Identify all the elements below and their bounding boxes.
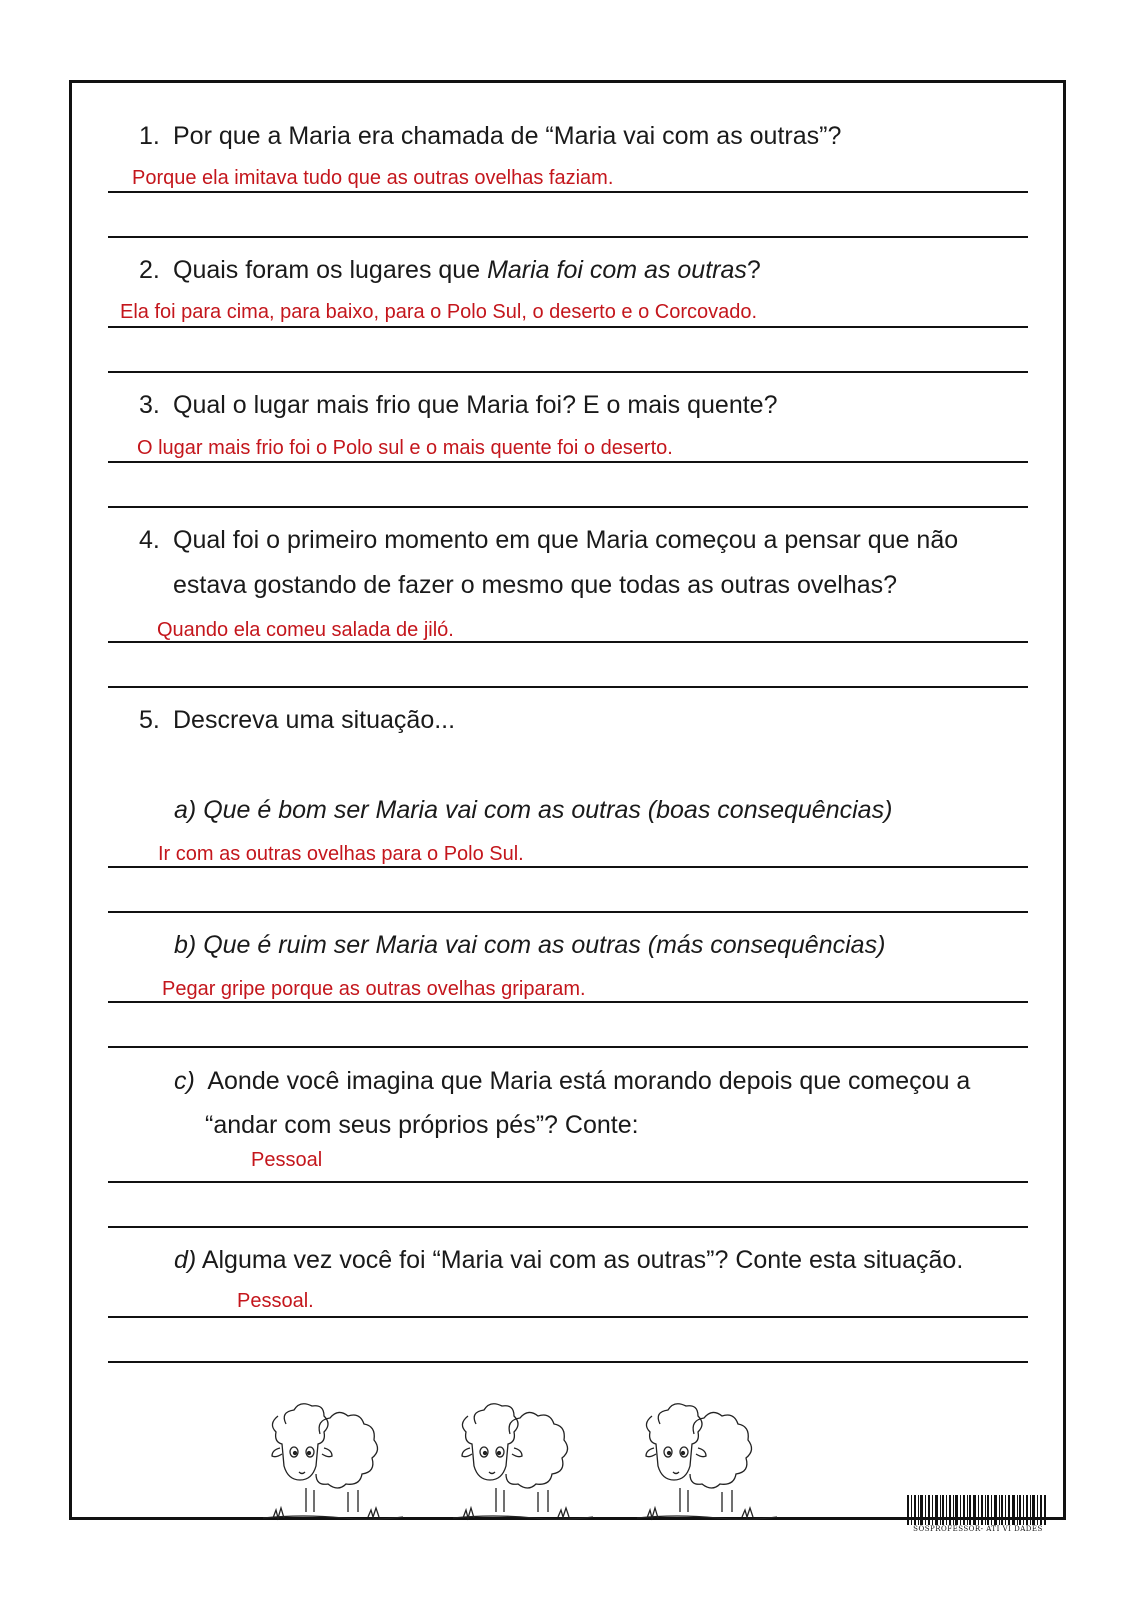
question-1-text: Por que a Maria era chamada de “Maria vai com as outras”? — [173, 122, 842, 150]
answer-line — [108, 191, 1028, 193]
answer-line — [108, 461, 1028, 463]
answer-line — [108, 1226, 1028, 1228]
answer-line — [108, 236, 1028, 238]
answer-1: Porque ela imitava tudo que as outras ovelhas faziam. — [132, 167, 614, 189]
question-1: 1. Por que a Maria era chamada de “Maria vai com as outras”? — [139, 122, 842, 150]
answer-5c: Pessoal — [251, 1149, 323, 1171]
question-4: 4. Qual foi o primeiro momento em que Maria começou a pensar que não — [139, 526, 959, 554]
subquestion-c: c) Aonde você imagina que Maria está morando depois que começou a — [174, 1067, 971, 1095]
answer-3: O lugar mais frio foi o Polo sul e o mais quente foi o deserto. — [137, 437, 673, 459]
sheep-icon — [448, 1396, 598, 1526]
answer-5d: Pessoal. — [237, 1290, 314, 1312]
answer-line — [108, 866, 1028, 868]
answer-line — [108, 1316, 1028, 1318]
question-4-line1: Qual foi o primeiro momento em que Maria começou a pensar que não — [173, 526, 959, 554]
subquestion-c-line2: “andar com seus próprios pés”? Conte: — [205, 1111, 639, 1139]
question-2: 2. Quais foram os lugares que Maria foi com as outras? — [139, 256, 761, 284]
question-3-text: Qual o lugar mais frio que Maria foi? E o mais quente? — [173, 391, 778, 419]
answer-line — [108, 686, 1028, 688]
answer-line — [108, 1361, 1028, 1363]
subquestion-d: d) Alguma vez você foi “Maria vai com as outras”? Conte esta situação. — [174, 1246, 964, 1274]
answer-5b: Pegar gripe porque as outras ovelhas griparam. — [162, 978, 586, 1000]
answer-5a: Ir com as outras ovelhas para o Polo Sul. — [158, 843, 524, 865]
answer-line — [108, 371, 1028, 373]
question-3: 3. Qual o lugar mais frio que Maria foi? E o mais quente? — [139, 391, 778, 419]
sheep-icon — [258, 1396, 408, 1526]
barcode-icon — [907, 1495, 1047, 1525]
answer-2: Ela foi para cima, para baixo, para o Polo Sul, o deserto e o Corcovado. — [120, 301, 758, 323]
subquestion-b: b) Que é ruim ser Maria vai com as outras (más consequências) — [174, 931, 886, 959]
question-4-line2: estava gostando de fazer o mesmo que todas as outras ovelhas? — [173, 571, 898, 599]
sheep-icon — [632, 1396, 782, 1526]
answer-line — [108, 506, 1028, 508]
answer-line — [108, 911, 1028, 913]
question-5: 5. Descreva uma situação... — [139, 706, 456, 734]
subquestion-a: a) Que é bom ser Maria vai com as outras (boas consequências) — [174, 796, 893, 824]
answer-line — [108, 326, 1028, 328]
answer-4: Quando ela comeu salada de jiló. — [157, 619, 454, 641]
answer-line — [108, 641, 1028, 643]
answer-line — [108, 1046, 1028, 1048]
barcode-label: SOSPROFESSOR- ATI VI DADES — [913, 1525, 1043, 1533]
question-5-text: Descreva uma situação... — [173, 706, 456, 734]
answer-line — [108, 1181, 1028, 1183]
answer-line — [108, 1001, 1028, 1003]
